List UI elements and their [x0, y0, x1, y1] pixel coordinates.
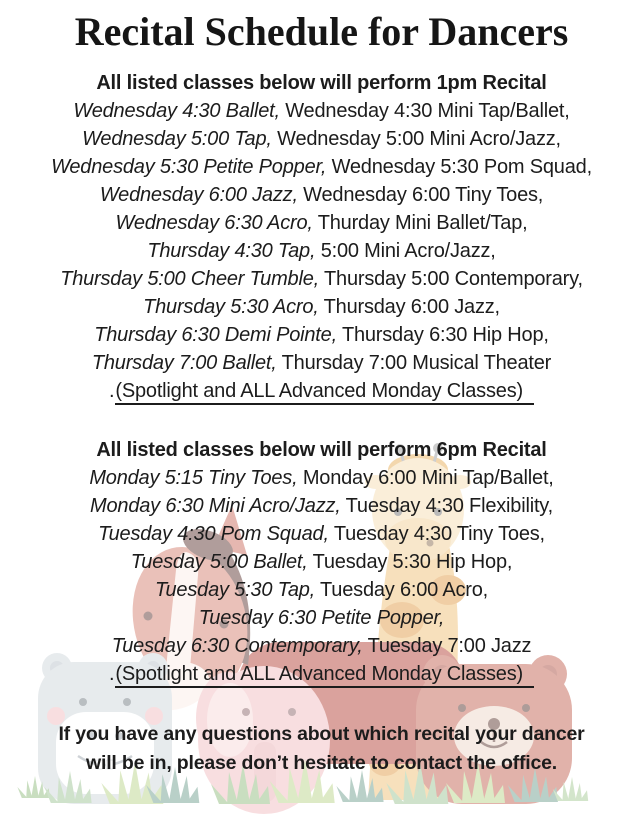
schedule-line-regular: Tuesday 7:00 Jazz [367, 635, 532, 657]
schedule-line-italic: Wednesday 6:00 Jazz, [99, 184, 298, 206]
schedule-line-italic: Monday 5:15 Tiny Toes, [89, 467, 298, 489]
footnote-dot: . [109, 380, 115, 402]
schedule-line-regular: Thursday 6:30 Hip Hop, [341, 324, 549, 346]
schedule-line [0, 125, 643, 153]
schedule-line-italic: Tuesday 5:00 Ballet, [130, 551, 308, 573]
schedule-line [0, 492, 643, 520]
schedule-line [0, 349, 643, 377]
contact-note [0, 720, 643, 778]
spotlight-note-6pm [0, 660, 643, 688]
recital-6pm-section [0, 437, 643, 688]
schedule-line-italic: Tuesday 4:30 Pom Squad, [98, 523, 329, 545]
schedule-line-italic: Wednesday 6:30 Acro, [115, 212, 313, 234]
schedule-line-italic: Thursday 5:00 Cheer Tumble, [60, 268, 319, 290]
schedule-line [0, 548, 643, 576]
schedule-line [0, 265, 643, 293]
schedule-line-regular: Thursday 5:00 Contemporary, [324, 268, 583, 290]
schedule-line [0, 153, 643, 181]
schedule-line-regular: Monday 6:00 Mini Tap/Ballet, [302, 467, 554, 489]
contact-note-line-1: If you have any questions about which recital your dancer [58, 723, 585, 745]
schedule-line-regular: 5:00 Mini Acro/Jazz, [320, 240, 496, 262]
schedule-line [0, 209, 643, 237]
schedule-line-italic: Wednesday 4:30 Ballet, [73, 100, 280, 122]
recital-6pm-heading: All listed classes below will perform 6pm Recital [96, 439, 547, 461]
schedule-line [0, 604, 643, 632]
schedule-line [0, 464, 643, 492]
page-title: Recital Schedule for Dancers [74, 9, 569, 54]
schedule-line-italic: Wednesday 5:30 Petite Popper, [51, 156, 327, 178]
schedule-line-italic: Wednesday 5:00 Tap, [82, 128, 272, 150]
recital-6pm-schedule [0, 464, 643, 660]
schedule-line-regular: Tuesday 5:30 Hip Hop, [312, 551, 513, 573]
schedule-line-regular: Tuesday 4:30 Tiny Toes, [333, 523, 545, 545]
schedule-line [0, 237, 643, 265]
schedule-line [0, 520, 643, 548]
recital-1pm-heading: All listed classes below will perform 1pm Recital [96, 72, 547, 94]
footnote-dot: . [109, 663, 115, 685]
spotlight-note-text: (Spotlight and ALL Advanced Monday Classes) [115, 663, 534, 688]
recital-1pm-schedule [0, 97, 643, 377]
schedule-line [0, 321, 643, 349]
schedule-line-regular: Thursday 7:00 Musical Theater [281, 352, 552, 374]
schedule-line-italic: Tuesday 6:30 Petite Popper, [198, 607, 445, 629]
schedule-line [0, 632, 643, 660]
schedule-line-italic: Thursday 7:00 Ballet, [91, 352, 277, 374]
schedule-line-regular: Wednesday 4:30 Mini Tap/Ballet, [285, 100, 570, 122]
contact-note-line-2: will be in, please don’t hesitate to contact the office. [86, 752, 557, 774]
spotlight-note-1pm [0, 377, 643, 405]
schedule-line-italic: Thursday 4:30 Tap, [147, 240, 316, 262]
recital-1pm-section [0, 70, 643, 405]
schedule-line-italic: Thursday 6:30 Demi Pointe, [94, 324, 337, 346]
schedule-line-regular: Thurday Mini Ballet/Tap, [317, 212, 528, 234]
schedule-line [0, 97, 643, 125]
schedule-line-regular: Tuesday 4:30 Flexibility, [345, 495, 553, 517]
schedule-line-italic: Tuesday 6:30 Contemporary, [111, 635, 363, 657]
schedule-line-regular: Wednesday 5:30 Pom Squad, [331, 156, 592, 178]
spotlight-note-text: (Spotlight and ALL Advanced Monday Classes) [115, 380, 534, 405]
schedule-line [0, 181, 643, 209]
schedule-line-italic: Thursday 5:30 Acro, [143, 296, 319, 318]
schedule-line [0, 293, 643, 321]
schedule-line-regular: Wednesday 6:00 Tiny Toes, [303, 184, 544, 206]
schedule-line-italic: Tuesday 5:30 Tap, [154, 579, 316, 601]
schedule-line-regular: Tuesday 6:00 Acro, [320, 579, 489, 601]
schedule-line [0, 576, 643, 604]
schedule-line-italic: Monday 6:30 Mini Acro/Jazz, [90, 495, 341, 517]
schedule-line-regular: Thursday 6:00 Jazz, [323, 296, 500, 318]
schedule-line-regular: Wednesday 5:00 Mini Acro/Jazz, [277, 128, 561, 150]
